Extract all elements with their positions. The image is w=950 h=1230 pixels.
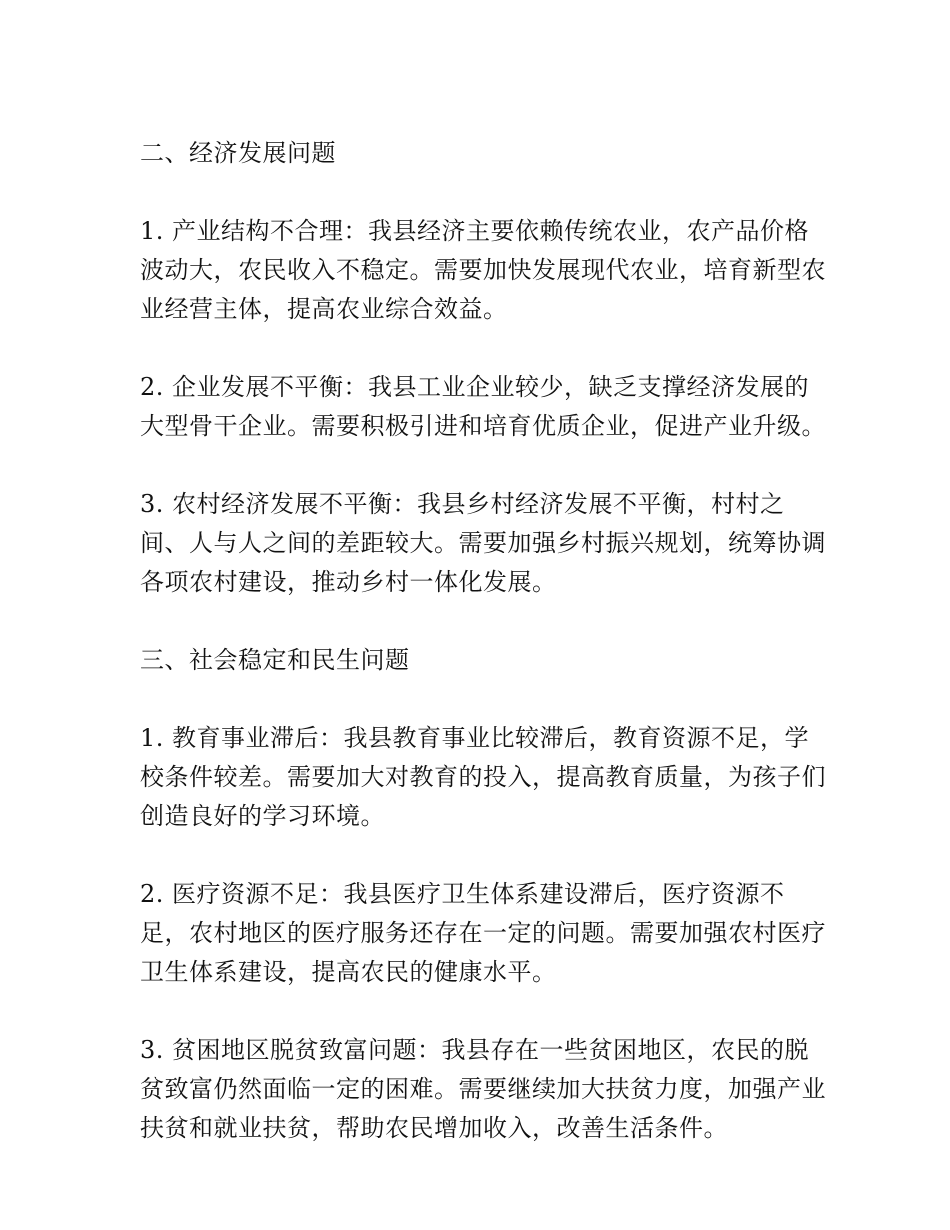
paragraph: 3. 贫困地区脱贫致富问题：我县存在一些贫困地区，农民的脱贫致富仍然面临一定的困难。需要继续加大扶贫力度，加强产业扶贫和就业扶贫，帮助农民增加收入，改善生活条件。	[140, 1036, 826, 1142]
section-heading: 二、经济发展问题	[140, 139, 336, 167]
document-body	[140, 134, 830, 1187]
paragraph: 2. 医疗资源不足：我县医疗卫生体系建设滞后，医疗资源不足，农村地区的医疗服务还存在一定的问题。需要加强农村医疗卫生体系建设，提高农民的健康水平。	[140, 880, 826, 986]
paragraph: 1. 教育事业滞后：我县教育事业比较滞后，教育资源不足，学校条件较差。需要加大对教育的投入，提高教育质量，为孩子们创造良好的学习环境。	[140, 724, 826, 830]
paragraph: 3. 农村经济发展不平衡：我县乡村经济发展不平衡，村村之间、人与人之间的差距较大。需要加强乡村振兴规划，统筹协调各项农村建设，推动乡村一体化发展。	[140, 490, 826, 596]
paragraph: 1. 产业结构不合理：我县经济主要依赖传统农业，农产品价格波动大，农民收入不稳定。需要加快发展现代农业，培育新型农业经营主体，提高农业综合效益。	[140, 217, 826, 323]
paragraph: 2. 企业发展不平衡：我县工业企业较少，缺乏支撑经济发展的大型骨干企业。需要积极引进和培育优质企业，促进产业升级。	[140, 373, 826, 440]
section-heading: 三、社会稳定和民生问题	[140, 646, 410, 674]
